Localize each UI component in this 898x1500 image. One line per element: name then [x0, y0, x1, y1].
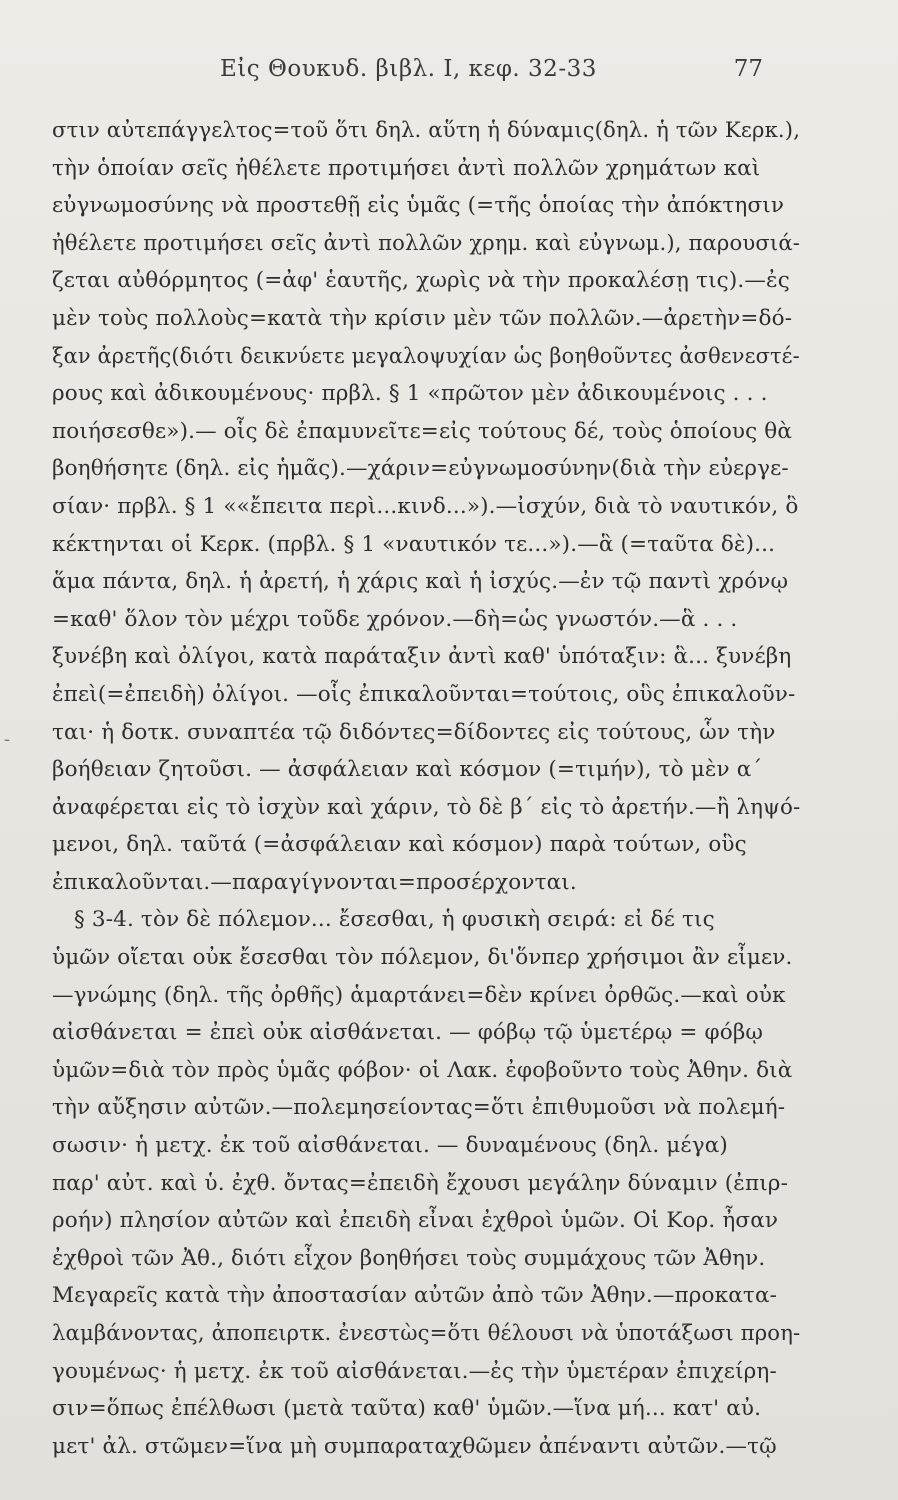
text-line: § 3-4. τὸν δὲ πόλεμον... ἔσεσθαι, ἡ φυσικὴ σειρά: εἰ δέ τις [74, 907, 715, 933]
text-line: μενοι, δηλ. ταῦτά (=ἀσφάλειαν καὶ κόσμον) παρὰ τούτων, οὓς [52, 832, 747, 858]
margin-dash-mark: - [4, 729, 11, 750]
text-line: εὐγνωμοσύνης νὰ προστεθῇ εἰς ὑμᾶς (=τῆς ὁποίας τὴν ἀπόκτησιν [52, 193, 785, 219]
text-line: ξαν ἀρετῆς(διότι δεικνύετε μεγαλοψυχίαν ὡς βοηθοῦντες ἀσθενεστέ- [52, 343, 800, 369]
text-line: κέκτηνται οἱ Κερκ. (πρβλ. § 1 «ναυτικόν τε...»).—ἃ (=ταῦτα δὲ)... [52, 531, 776, 557]
text-line: παρ' αὐτ. καὶ ὑ. ἐχθ. ὄντας=ἐπειδὴ ἔχουσι μεγάλην δύναμιν (ἐπιρ- [52, 1170, 789, 1196]
text-line: ὑμῶν οἴεται οὐκ ἔσεσθαι τὸν πόλεμον, δι'ὅνπερ χρήσιμοι ἂν εἶμεν. [52, 945, 793, 971]
text-line: μετ' ἀλ. στῶμεν=ἵνα μὴ συμπαραταχθῶμεν ἀπέναντι αὐτῶν.—τῷ [52, 1433, 777, 1459]
text-line: βοήθειαν ζητοῦσι. — ἀσφάλειαν καὶ κόσμον (=τιμήν), τὸ μὲν α´ [52, 757, 763, 783]
text-line: ροήν) πλησίον αὐτῶν καὶ ἐπειδὴ εἶναι ἐχθροὶ ὑμῶν. Οἱ Κορ. ἦσαν [52, 1208, 779, 1234]
text-line: λαμβάνοντας, ἀποπειρτκ. ἐνεστὼς=ὅτι θέλουσι νὰ ὑποτάξωσι προη- [52, 1321, 801, 1346]
running-head [0, 56, 898, 96]
text-line: —γνώμης (δηλ. τῆς ὀρθῆς) ἁμαρτάνει=δὲν κρίνει ὀρθῶς.—καὶ οὐκ [52, 982, 786, 1008]
commentary-text [52, 112, 800, 1465]
text-line: ρους καὶ ἀδικουμένους· πρβλ. § 1 «πρῶτον μὲν ἀδικουμένοις . . . [52, 381, 768, 407]
text-line: Μεγαρεῖς κατὰ τὴν ἀποστασίαν αὐτῶν ἀπὸ τῶν Ἀθην.—προκατα- [52, 1283, 778, 1309]
text-line: αἰσθάνεται = ἐπεὶ οὐκ αἰσθάνεται. — φόβῳ τῷ ὑμετέρῳ = φόβῳ [52, 1020, 764, 1046]
text-line: ζεται αὐθόρμητος (=ἀφ' ἑαυτῆς, χωρὶς νὰ τὴν προκαλέσῃ τις).—ἐς [52, 268, 790, 294]
text-line: ἀναφέρεται εἰς τὸ ἰσχὺν καὶ χάριν, τὸ δὲ β´ εἰς τὸ ἀρετήν.—ἢ ληψό- [52, 794, 801, 820]
text-line: στιν αὐτεπάγγελτος=τοῦ ὅτι δηλ. αὕτη ἡ δύναμις(δηλ. ἡ τῶν Κερκ.), [52, 118, 801, 143]
text-line: =καθ' ὅλον τὸν μέχρι τοῦδε χρόνον.—δὴ=ὡς γνωστόν.—ἃ . . . [52, 606, 738, 632]
text-line: ἐπικαλοῦνται.—παραγίγνονται=προσέρχονται. [52, 869, 577, 895]
page-number: 77 [733, 56, 763, 82]
text-line: γουμένως· ἡ μετχ. ἐκ τοῦ αἰσθάνεται.—ἐς τὴν ὑμετέραν ἐπιχείρη- [52, 1358, 777, 1384]
text-line: σωσιν· ἡ μετχ. ἐκ τοῦ αἰσθάνεται. — δυναμένους (δηλ. μέγα) [52, 1133, 728, 1159]
text-line: σιν=ὅπως ἐπέλθωσι (μετὰ ταῦτα) καθ' ὑμῶν.—ἵνα μή... κατ' αὐ. [52, 1396, 762, 1422]
page-header-title: Εἰς Θουκυδ. βιβλ. Ι, κεφ. 32-33 [220, 56, 597, 82]
text-line: μὲν τοὺς πολλοὺς=κατὰ τὴν κρίσιν μὲν τῶν πολλῶν.—ἀρετὴν=δό- [52, 305, 793, 331]
text-line: σίαν· πρβλ. § 1 ««ἔπειτα περὶ...κινδ...»).—ἰσχύν, διὰ τὸ ναυτικόν, ὃ [52, 493, 799, 519]
text-line: ξυνέβη καὶ ὀλίγοι, κατὰ παράταξιν ἀντὶ καθ' ὑπόταξιν: ἃ... ξυνέβη [52, 644, 792, 670]
text-line: ται· ἡ δοτκ. συναπτέα τῷ διδόντες=δίδοντες εἰς τούτους, ὧν τὴν [52, 719, 776, 745]
text-line: ποιήσεσθε»).— οἷς δὲ ἐπαμυνεῖτε=εἰς τούτους δέ, τοὺς ὁποίους θὰ [52, 418, 793, 444]
text-line: βοηθήσητε (δηλ. εἰς ἡμᾶς).—χάριν=εὐγνωμοσύνην(διὰ τὴν εὐεργε- [52, 456, 789, 482]
text-line: ἠθέλετε προτιμήσει σεῖς ἀντὶ πολλῶν χρημ. καὶ εὐγνωμ.), παρουσιά- [52, 230, 801, 256]
text-line: ἐχθροὶ τῶν Ἀθ., διότι εἶχον βοηθήσει τοὺς συμμάχους τῶν Ἀθην. [52, 1245, 766, 1271]
text-line: ἅμα πάντα, δηλ. ἡ ἀρετή, ἡ χάρις καὶ ἡ ἰσχύς.—ἐν τῷ παντὶ χρόνῳ [52, 569, 789, 595]
text-line: ἐπεὶ(=ἐπειδὴ) ὀλίγοι. —οἷς ἐπικαλοῦνται=τούτοις, οὓς ἐπικαλοῦν- [52, 681, 796, 707]
text-line: τὴν αὔξησιν αὐτῶν.—πολεμησείοντας=ὅτι ἐπιθυμοῦσι νὰ πολεμή- [52, 1095, 786, 1121]
text-line: ὑμῶν=διὰ τὸν πρὸς ὑμᾶς φόβον· οἱ Λακ. ἐφοβοῦντο τοὺς Ἀθην. διὰ [52, 1057, 793, 1083]
text-line: τὴν ὁποίαν σεῖς ἠθέλετε προτιμήσει ἀντὶ πολλῶν χρημάτων καὶ [52, 155, 761, 181]
